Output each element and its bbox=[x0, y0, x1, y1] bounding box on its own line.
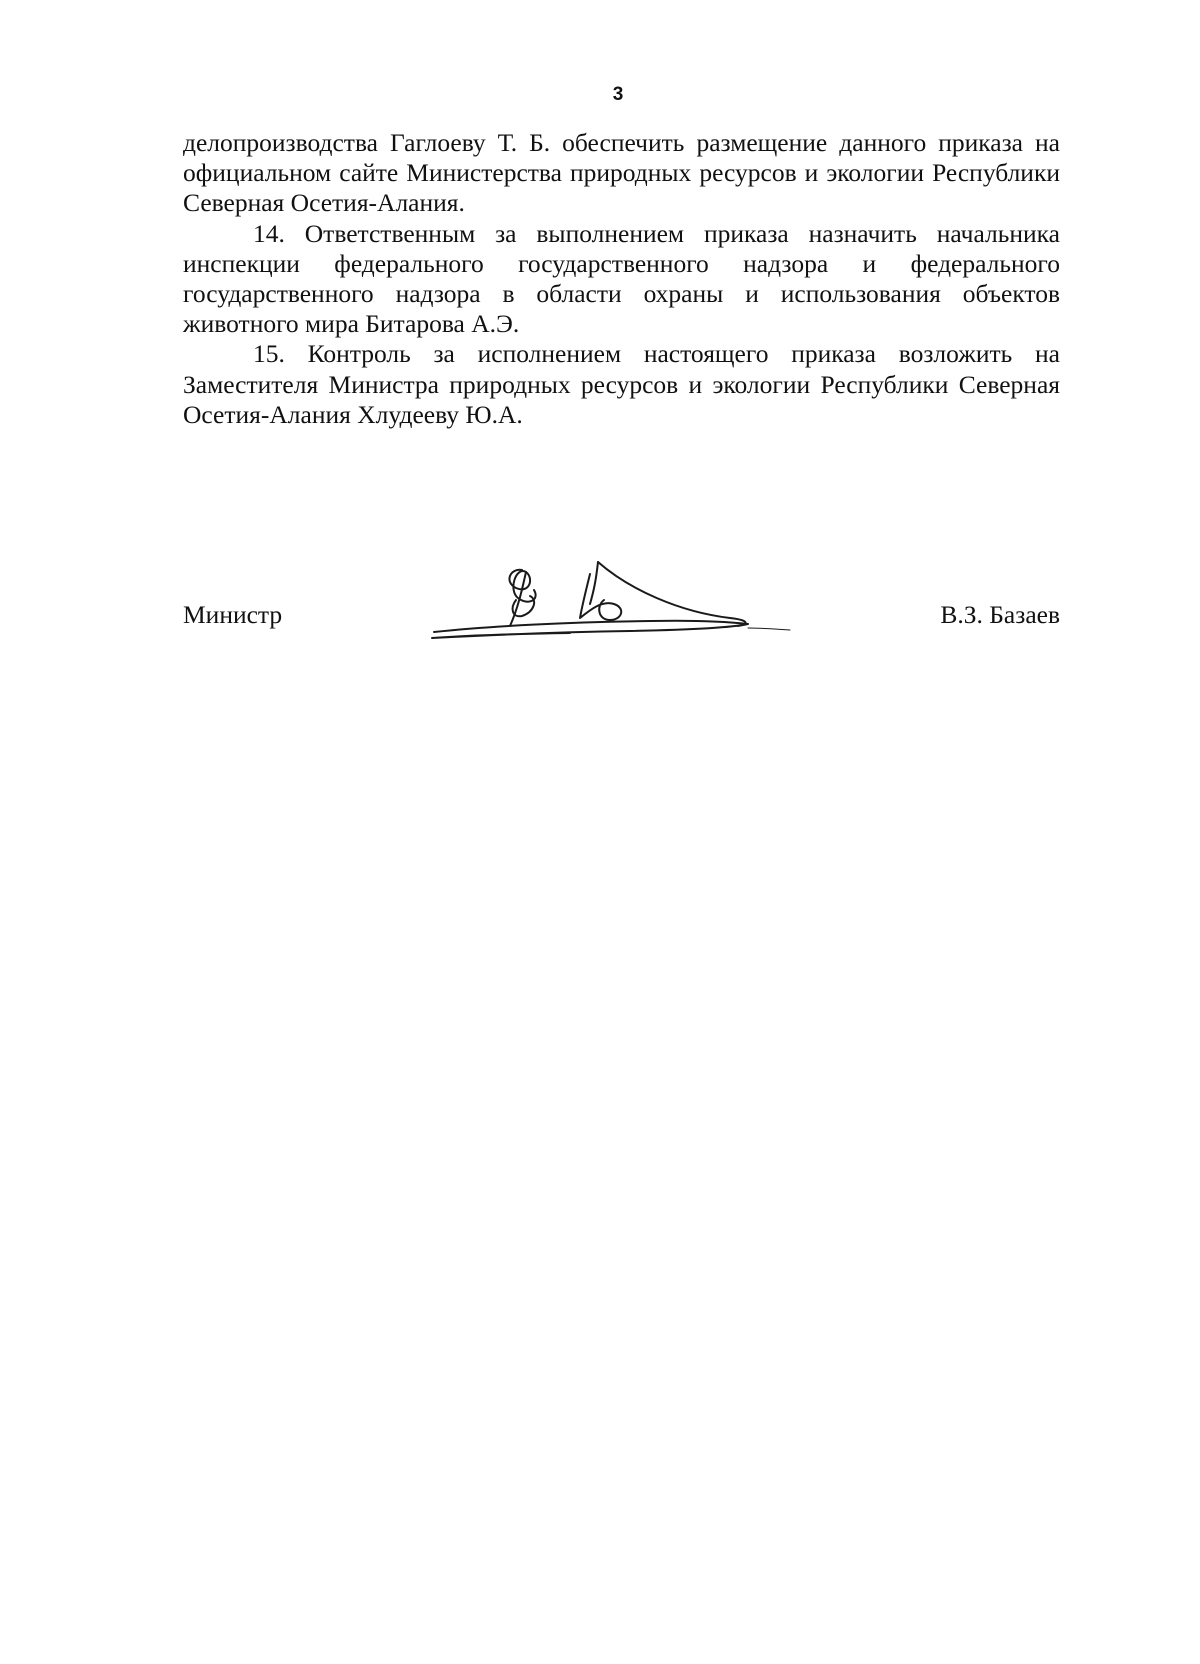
signatory-name: В.З. Базаев bbox=[940, 600, 1060, 629]
document-body bbox=[183, 128, 1060, 430]
handwritten-signature bbox=[430, 560, 840, 670]
paragraph-item-14: 14. Ответственным за выполнением приказа назначить начальника инспекции федерального государственного надзора и федерального государственного надзора в области охраны и использования объектов животного мира Битарова А.Э. bbox=[183, 218, 1060, 339]
page-number: 3 bbox=[612, 84, 624, 105]
paragraph-item-15: 15. Контроль за исполнением настоящего приказа возложить на Заместителя Министра природных ресурсов и экологии Республики Северная Осетия-Алания Хлудееву Ю.А. bbox=[183, 339, 1060, 429]
paragraph-continuation: делопроизводства Гаглоеву Т. Б. обеспечить размещение данного приказа на официальном сайте Министерства природных ресурсов и экологии Республики Северная Осетия-Алания. bbox=[183, 128, 1060, 218]
signatory-position: Министр bbox=[183, 600, 283, 629]
